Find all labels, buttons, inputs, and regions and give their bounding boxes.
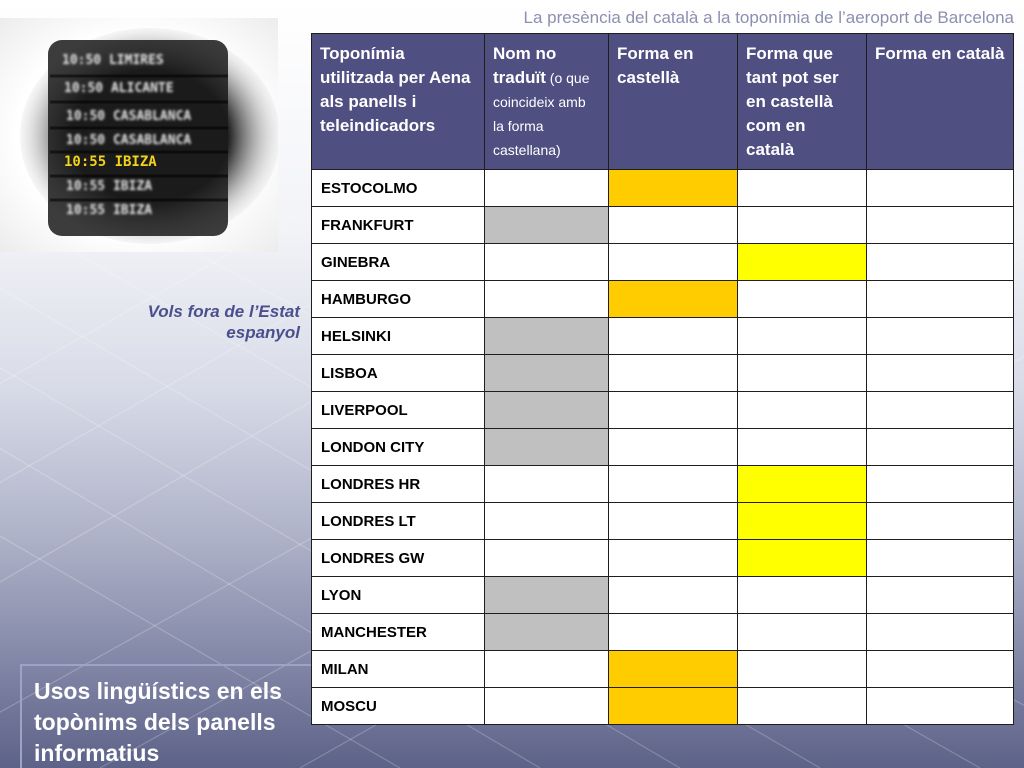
table-row <box>312 281 1014 318</box>
category-cell-1-marked <box>485 577 609 614</box>
category-cell-2 <box>609 318 738 355</box>
category-cell-1-marked <box>485 318 609 355</box>
category-cell-4 <box>867 170 1014 207</box>
toponym-cell: MANCHESTER <box>312 614 485 651</box>
category-cell-1 <box>485 244 609 281</box>
board-line-4: 10:50 CASABLANCA <box>66 133 192 148</box>
table-row <box>312 688 1014 725</box>
category-cell-2 <box>609 429 738 466</box>
category-cell-3 <box>738 318 867 355</box>
category-cell-1 <box>485 466 609 503</box>
toponym-cell: LONDRES HR <box>312 466 485 503</box>
toponym-cell: ESTOCOLMO <box>312 170 485 207</box>
section-title <box>20 664 320 768</box>
category-cell-2 <box>609 614 738 651</box>
table-row <box>312 651 1014 688</box>
category-cell-3 <box>738 577 867 614</box>
toponym-cell: HELSINKI <box>312 318 485 355</box>
category-cell-3 <box>738 207 867 244</box>
header-catala: Forma en català <box>867 34 1014 170</box>
table-row <box>312 355 1014 392</box>
side-label-line-2: espanyol <box>226 323 300 342</box>
toponym-cell: LIVERPOOL <box>312 392 485 429</box>
toponym-cell: FRANKFURT <box>312 207 485 244</box>
category-cell-3 <box>738 392 867 429</box>
category-cell-3-marked <box>738 540 867 577</box>
category-cell-3-marked <box>738 503 867 540</box>
category-cell-1-marked <box>485 355 609 392</box>
category-cell-4 <box>867 207 1014 244</box>
table-body <box>312 170 1014 725</box>
table-row <box>312 244 1014 281</box>
side-label <box>100 301 300 343</box>
header-aena-toponymy: Toponímia utilitzada per Aena als panells i teleindicadors <box>312 34 485 170</box>
category-cell-3 <box>738 355 867 392</box>
category-cell-2 <box>609 503 738 540</box>
section-title-line-3: informatius <box>34 740 160 766</box>
category-cell-4 <box>867 503 1014 540</box>
toponym-cell: MOSCU <box>312 688 485 725</box>
toponym-cell: LONDRES LT <box>312 503 485 540</box>
category-cell-3-marked <box>738 466 867 503</box>
table-row <box>312 207 1014 244</box>
category-cell-2 <box>609 540 738 577</box>
header-castellano: Forma en castellà <box>609 34 738 170</box>
category-cell-3 <box>738 614 867 651</box>
category-cell-2 <box>609 392 738 429</box>
category-cell-2 <box>609 355 738 392</box>
category-cell-4 <box>867 577 1014 614</box>
category-cell-4 <box>867 281 1014 318</box>
category-cell-2-marked <box>609 281 738 318</box>
page-title: La presència del català a la toponímia de l’aeroport de Barcelona <box>523 8 1014 27</box>
category-cell-1-marked <box>485 614 609 651</box>
toponym-cell: HAMBURGO <box>312 281 485 318</box>
header-untranslated-note: (o que coincideix amb la forma castellana) <box>493 70 590 158</box>
category-cell-1 <box>485 540 609 577</box>
header-untranslated <box>485 34 609 170</box>
category-cell-2-marked <box>609 170 738 207</box>
category-cell-4 <box>867 392 1014 429</box>
category-cell-3-marked <box>738 244 867 281</box>
table-row <box>312 170 1014 207</box>
category-cell-4 <box>867 688 1014 725</box>
table-row <box>312 466 1014 503</box>
category-cell-1-marked <box>485 429 609 466</box>
board-line-3: 10:50 CASABLANCA <box>66 109 192 124</box>
table-row <box>312 503 1014 540</box>
table-row <box>312 392 1014 429</box>
board-line-6: 10:55 IBIZA <box>66 179 153 194</box>
category-cell-3 <box>738 429 867 466</box>
category-cell-1 <box>485 651 609 688</box>
table-row <box>312 318 1014 355</box>
board-line-2: 10:50 ALICANTE <box>64 81 174 96</box>
category-cell-4 <box>867 540 1014 577</box>
category-cell-4 <box>867 466 1014 503</box>
category-cell-2 <box>609 244 738 281</box>
category-cell-3 <box>738 688 867 725</box>
board-line-highlight: 10:55 IBIZA <box>64 154 157 170</box>
category-cell-1 <box>485 281 609 318</box>
toponym-cell: LONDON CITY <box>312 429 485 466</box>
category-cell-4 <box>867 651 1014 688</box>
table-row <box>312 614 1014 651</box>
category-cell-3 <box>738 170 867 207</box>
board-line-7: 10:55 IBIZA <box>66 203 153 218</box>
section-title-line-2: topònims dels panells <box>34 709 276 735</box>
section-title-line-1: Usos lingüístics en els <box>34 678 282 704</box>
header-both: Forma que tant pot ser en castellà com en català <box>738 34 867 170</box>
category-cell-3 <box>738 651 867 688</box>
category-cell-1-marked <box>485 392 609 429</box>
category-cell-1 <box>485 688 609 725</box>
category-cell-2-marked <box>609 651 738 688</box>
table-row <box>312 577 1014 614</box>
toponym-cell: MILAN <box>312 651 485 688</box>
header-untranslated-main: Nom no traduït <box>493 44 557 87</box>
category-cell-2 <box>609 207 738 244</box>
category-cell-4 <box>867 244 1014 281</box>
side-label-line-1: Vols fora de l’Estat <box>147 302 300 321</box>
category-cell-1-marked <box>485 207 609 244</box>
toponym-cell: LONDRES GW <box>312 540 485 577</box>
departure-board-photo <box>0 18 278 252</box>
category-cell-4 <box>867 429 1014 466</box>
toponym-cell: GINEBRA <box>312 244 485 281</box>
category-cell-2 <box>609 466 738 503</box>
toponym-cell: LISBOA <box>312 355 485 392</box>
table-header-row <box>312 34 1014 170</box>
category-cell-1 <box>485 503 609 540</box>
category-cell-1 <box>485 170 609 207</box>
category-cell-2-marked <box>609 688 738 725</box>
category-cell-2 <box>609 577 738 614</box>
table-row <box>312 540 1014 577</box>
category-cell-4 <box>867 355 1014 392</box>
category-cell-4 <box>867 614 1014 651</box>
table-row <box>312 429 1014 466</box>
toponym-cell: LYON <box>312 577 485 614</box>
toponymy-table <box>311 33 1014 725</box>
category-cell-3 <box>738 281 867 318</box>
category-cell-4 <box>867 318 1014 355</box>
board-line-1: 10:50 LIMIRES <box>62 53 164 68</box>
